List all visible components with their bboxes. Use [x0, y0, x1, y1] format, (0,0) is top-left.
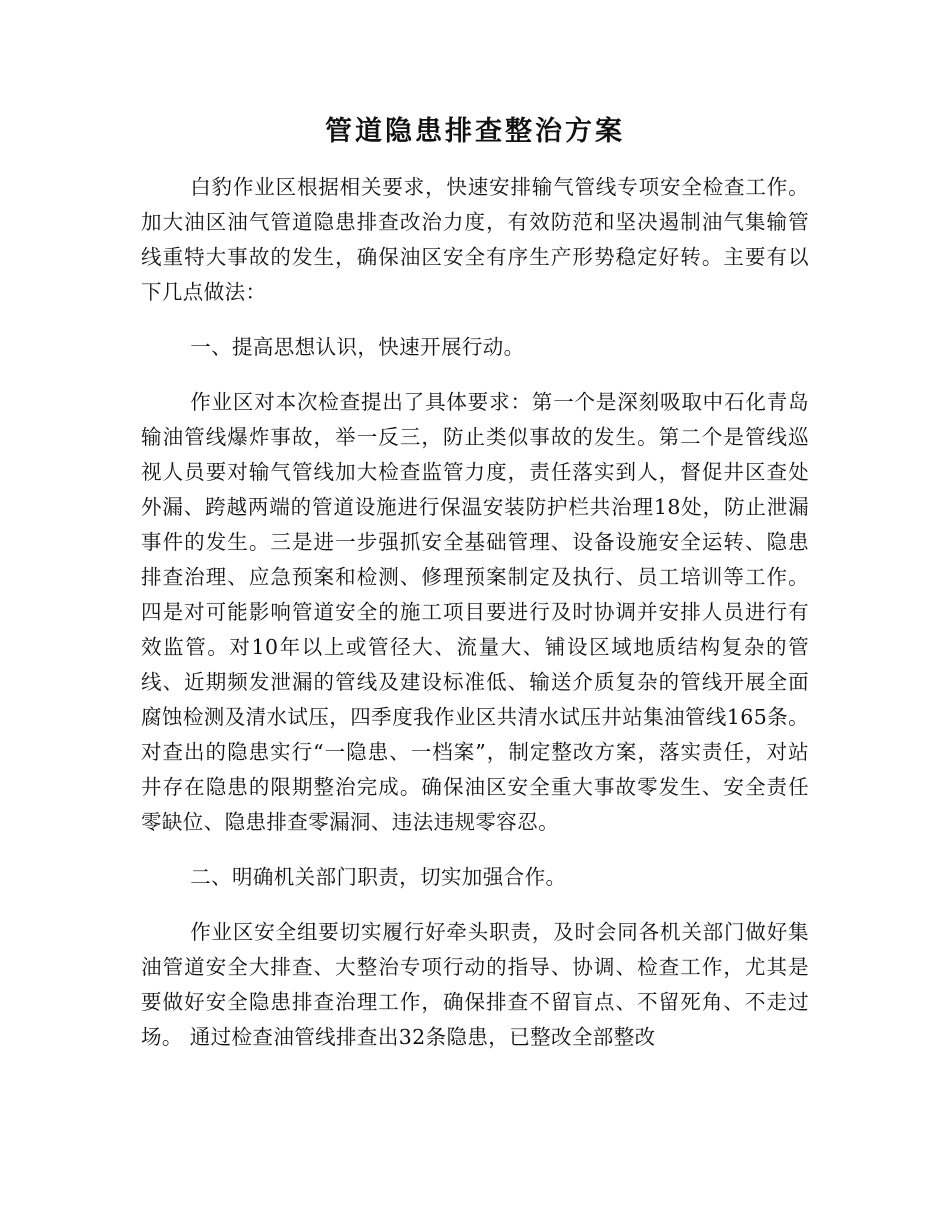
- intro-paragraph: 白豹作业区根据相关要求，快速安排输气管线专项安全检查工作。加大油区油气管道隐患排查改治力度，有效防范和坚决遏制油气集输管线重特大事故的发生，确保油区安全有序生产形势稳定好转。主要有以下几点做法：: [141, 175, 809, 304]
- section-2-heading: 二、明确机关部门职责，切实加强合作。: [190, 865, 567, 889]
- document-title: 管道隐患排查整治方案: [325, 116, 625, 147]
- section-1-heading: 一、提高思想认识，快速开展行动。: [190, 335, 525, 359]
- section-1-body: 作业区对本次检查提出了具体要求：第一个是深刻吸取中石化青岛输油管线爆炸事故，举一反三，防止类似事故的发生。第二个是管线巡视人员要对输气管线加大检查监管力度，责任落实到人，督促井区查处外漏、跨越两端的管道设施进行保温安装防护栏共治理18处，防止泄漏事件的发生。三是进一步强抓安全基础管理、设备设施安全运转、隐患排查治理、应急预案和检测、修理预案制定及执行、员工培训等工作。四是对可能影响管道安全的施工项目要进行及时协调并安排人员进行有效监管。对10年以上或管径大、流量大、铺设区域地质结构复杂的管线、近期频发泄漏的管线及建设标准低、输送介质复杂的管线开展全面腐蚀检测及清水试压，四季度我作业区共清水试压井站集油管线165条。对查出的隐患实行“一隐患、一档案”，制定整改方案，落实责任，对站井存在隐患的限期整治完成。确保油区安全重大事故零发生、安全责任零缺位、隐患排查零漏洞、违法违规零容忍。: [141, 390, 809, 834]
- section-2-body: 作业区安全组要切实履行好牵头职责，及时会同各机关部门做好集油管道安全大排查、大整治专项行动的指导、协调、检查工作，尤其是要做好安全隐患排查治理工作，确保排查不留盲点、不留死角、不走过场。 通过检查油管线排查出32条隐患，已整改全部整改: [141, 920, 809, 1049]
